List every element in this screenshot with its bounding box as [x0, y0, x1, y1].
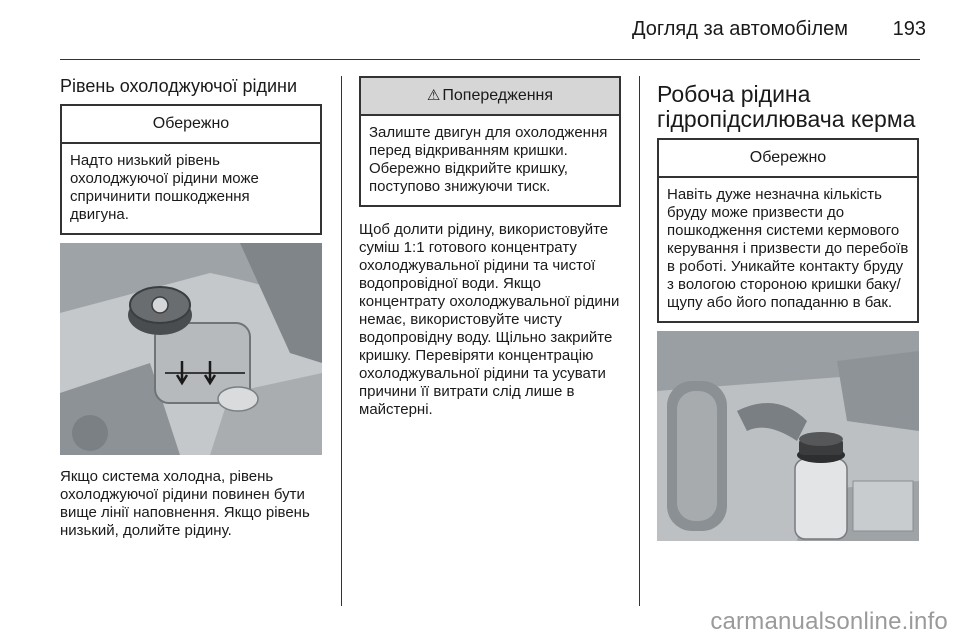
power-steering-reservoir-photo [657, 331, 919, 541]
page-number: 193 [892, 18, 926, 40]
power-steering-reservoir-illustration [657, 331, 919, 541]
coolant-reservoir-illustration [60, 243, 322, 455]
caution-title-steering: Обережно [659, 140, 917, 178]
right-column [657, 78, 919, 541]
power-steering-heading-line1: Робоча рідина [657, 81, 811, 107]
left-column [60, 70, 322, 540]
column-divider [341, 76, 342, 606]
middle-column [359, 76, 621, 419]
power-steering-heading-line2: гідропідсилювача керма [657, 106, 916, 132]
caution-box-steering [657, 138, 919, 323]
warning-title: Попередження [442, 87, 554, 104]
caution-title: Обережно [62, 106, 320, 144]
caution-box [60, 104, 322, 235]
warning-text: Залиште двигун для охолодження перед відкриванням кришки. Обережно відкрийте кришку, поступово знижуючи тиск. [369, 124, 608, 195]
coolant-reservoir-photo [60, 243, 322, 455]
coolant-heading: Рівень охолоджуючої рідини [60, 76, 298, 96]
top-up-paragraph: Щоб долити рідину, використовуйте суміш 1:1 готового концентрату охолоджувальної рідини та чистої водопровідної води. Якщо концентрату охолоджувальної рідини немає, використовуйте чисту водопровідну воду. Щільно закрийте кришку. Перевіряти концентрацію охолоджувальної рідини та усувати причини її витрати слід лише в майстерні. [359, 221, 620, 418]
header-rule [60, 59, 920, 60]
warning-header [361, 78, 619, 116]
watermark: carmanualsonline.info [710, 608, 948, 635]
warning-box [359, 76, 621, 207]
page-header [0, 0, 960, 60]
column-divider [639, 76, 640, 606]
warning-triangle-icon: ⚠ [426, 87, 441, 104]
coolant-paragraph: Якщо система холодна, рівень охолоджуючої рідини повинен бути вище лінії наповнення. Якщо рівень низький, долийте рідину. [60, 468, 310, 539]
caution-text: Надто низький рівень охолоджуючої рідини може спричинити пошкодження двигуна. [70, 152, 259, 223]
caution-text-steering: Навіть дуже незначна кількість бруду може призвести до пошкодження системи кермового керування і призвести до перебоїв в роботі. Уникайте контакту бруду з вологою стороною кришки баку/щупу або його попаданню в бак. [667, 186, 909, 311]
power-steering-heading [657, 82, 919, 132]
section-title: Догляд за автомобілем [631, 18, 848, 40]
